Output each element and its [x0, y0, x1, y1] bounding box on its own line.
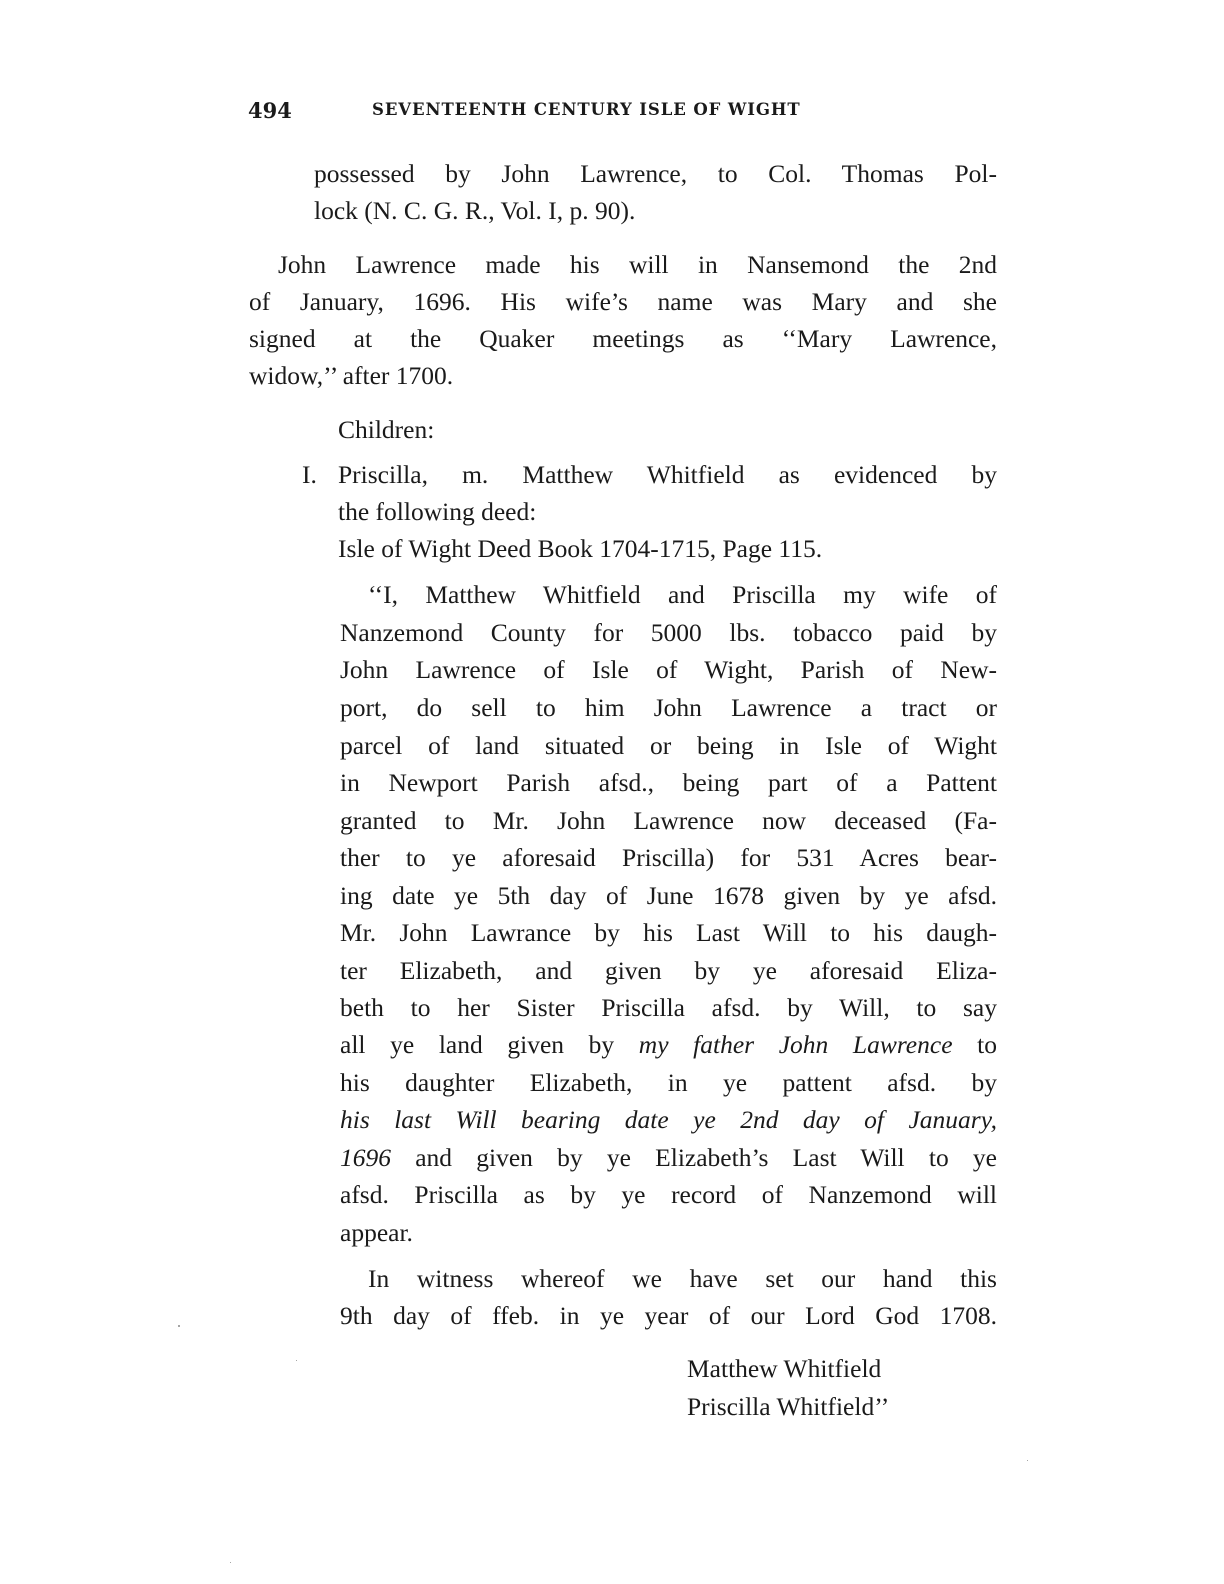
- will-line-3: signed at the Quaker meetings as ‘‘Mary Lawrence,: [249, 324, 997, 353]
- deed-line-2: Nanzemond County for 5000 lbs. tobacco paid by: [340, 618, 997, 647]
- will-line-4: widow,’’ after 1700.: [249, 361, 454, 390]
- scan-speck: [178, 1325, 180, 1327]
- deed-line-1: ‘‘I, Matthew Whitfield and Priscilla my wife of: [368, 580, 997, 609]
- will-line-2: of January, 1696. His wife’s name was Mary and she: [249, 287, 997, 316]
- signature-matthew: Matthew Whitfield: [687, 1354, 882, 1383]
- scan-speck: [296, 1360, 297, 1361]
- deed-line-7: granted to Mr. John Lawrence now deceased (Fa-: [340, 806, 997, 835]
- scan-speck: [1027, 1460, 1028, 1461]
- page-number: 494: [248, 98, 292, 123]
- carryover-line-2: lock (N. C. G. R., Vol. I, p. 90).: [314, 196, 636, 225]
- deed-line-11: ter Elizabeth, and given by ye aforesaid Eliza-: [340, 956, 997, 985]
- running-title: SEVENTEENTH CENTURY ISLE OF WIGHT: [372, 100, 801, 119]
- deed-line-9: ing date ye 5th day of June 1678 given by ye afsd.: [340, 881, 997, 910]
- deed-line-16-italic: 1696: [340, 1143, 391, 1172]
- witness-line-2: 9th day of ffeb. in ye year of our Lord God 1708.: [340, 1301, 997, 1330]
- deed-line-13-post: to: [952, 1030, 997, 1059]
- deed-line-4: port, do sell to him John Lawrence a tract or: [340, 693, 997, 722]
- child-line-1: Priscilla, m. Matthew Whitfield as evidenced by: [338, 460, 997, 489]
- deed-line-8: ther to ye aforesaid Priscilla) for 531 Acres bear-: [340, 843, 997, 872]
- deed-line-18: appear.: [340, 1218, 413, 1247]
- child-line-2: the following deed:: [338, 497, 537, 526]
- witness-line-1: In witness whereof we have set our hand this: [368, 1264, 997, 1293]
- children-heading: Children:: [338, 415, 435, 444]
- deed-line-13: [340, 1026, 997, 1063]
- will-line-1: John Lawrence made his will in Nansemond the 2nd: [278, 250, 997, 279]
- deed-line-17: afsd. Priscilla as by ye record of Nanzemond will: [340, 1180, 997, 1209]
- deed-line-13-pre: all ye land given by: [340, 1030, 639, 1059]
- deed-line-13-italic: my father John Lawrence: [638, 1030, 953, 1059]
- signature-priscilla: Priscilla Whitfield’’: [687, 1392, 890, 1421]
- child-numeral: I.: [302, 460, 317, 489]
- deed-line-3: John Lawrence of Isle of Wight, Parish of New-: [340, 655, 997, 684]
- deed-line-12: beth to her Sister Priscilla afsd. by Will, to say: [340, 993, 997, 1022]
- deed-line-6: in Newport Parish afsd., being part of a Pattent: [340, 768, 997, 797]
- scan-speck: [230, 1562, 231, 1563]
- carryover-line-1: possessed by John Lawrence, to Col. Thomas Pol-: [314, 159, 997, 188]
- running-head: [248, 98, 888, 122]
- deed-line-16: [340, 1139, 997, 1176]
- deed-line-16-post: and given by ye Elizabeth’s Last Will to ye: [391, 1143, 997, 1172]
- deed-line-14: his daughter Elizabeth, in ye pattent afsd. by: [340, 1068, 997, 1097]
- deed-line-10: Mr. John Lawrance by his Last Will to his daugh-: [340, 918, 997, 947]
- child-line-3: Isle of Wight Deed Book 1704-1715, Page 115.: [338, 534, 823, 563]
- deed-line-5: parcel of land situated or being in Isle of Wight: [340, 731, 997, 760]
- deed-line-15: his last Will bearing date ye 2nd day of January,: [340, 1105, 997, 1134]
